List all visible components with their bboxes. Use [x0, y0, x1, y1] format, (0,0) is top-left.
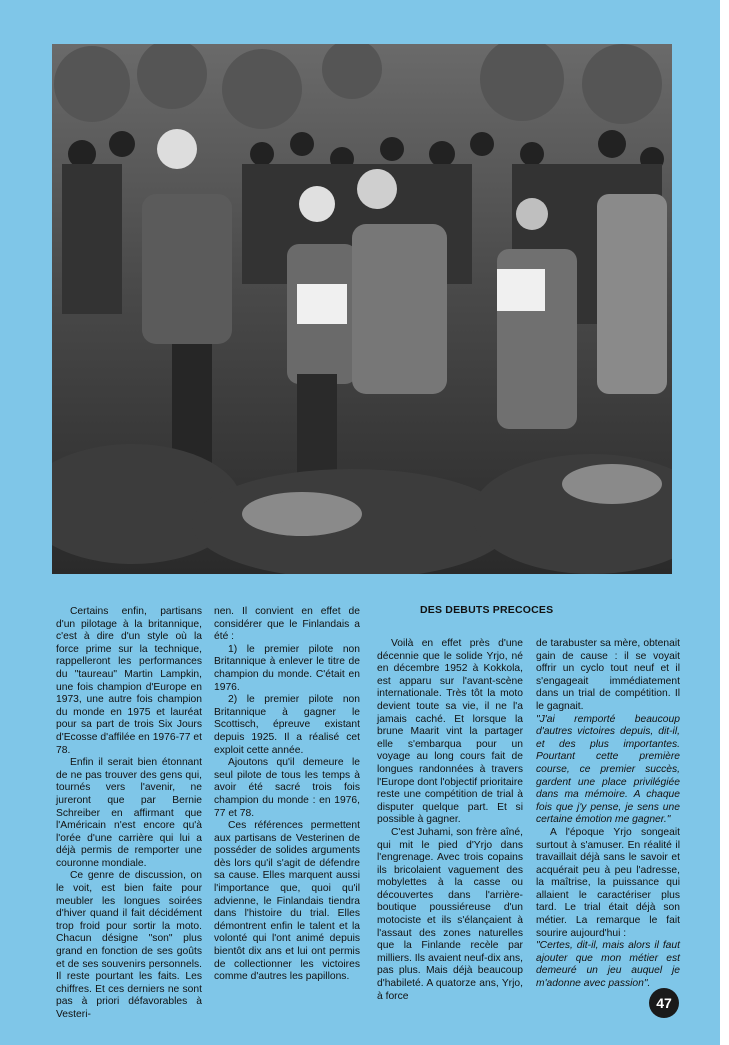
photo-illustration [52, 44, 672, 574]
paragraph: Enfin il serait bien étonnant de ne pas trouver des gens qui, tournés vers l'avenir, ne jureront que par Bernie Schreiber en affirmant que l'Américain n'est encore qu'à l'orée d'une carrière qui lui a déjà permis de remporter une couronne mondiale. [56, 757, 202, 869]
quote: "Certes, dit-il, mais alors il faut ajouter que mon métier est demeuré un jeu auquel je m'adonne avec passion". [536, 940, 680, 990]
paragraph: de tarabuster sa mère, obtenait gain de cause : il se voyait offrir un cyclo tout neuf et il s'engageait immédiatement dans un trial de compétition. Il le gagnait. [536, 638, 680, 712]
section-heading: DES DEBUTS PRECOCES [420, 604, 554, 616]
paragraph: Ajoutons qu'il demeure le seul pilote de tous les temps à avoir été sacré trois fois champion du monde : en 1976, 77 et 78. [214, 757, 360, 819]
paragraph: C'est Juhami, son frère aîné, qui mit le pied d'Yrjo dans l'engrenage. Avec trois copains ils bricolaient vaguement des mobylettes à la casse ou découvertes dans l'arrière-boutique poussiéreuse d'un motociste et ils s'élançaient à l'assaut des zones naturelles que la Finlande recèle par milliers. Ils avaient neuf-dix ans, pas plus. Mais déjà beaucoup d'habileté. A quatorze ans, Yrjo, à force [377, 826, 523, 1002]
article-column-2 [214, 606, 360, 984]
paragraph: Ces références permettent aux partisans de Vesterinen de posséder de solides arguments dès lors qu'il s'agit de défendre sa cause. Elles marquent aussi l'importance que, quoi qu'il advienne, le Finlandais tiendra dans l'histoire du trial. Elles démontrent enfin le talent et la volonté qui l'ont animé depuis bientôt dix ans et lui ont permis de collectionner les victoires comme d'autres les papillons. [214, 820, 360, 983]
list-item: 1) le premier pilote non Britannique à enlever le titre de champion du monde. C'était en 1976. [214, 643, 360, 693]
paragraph: Voilà en effet près d'une décennie que le solide Yrjo, né en décembre 1952 à Kokkola, est apparu sur l'avant-scène internationale. Très tôt la moto devient toute sa vie, il ne l'a jamais caché. Et lorsque la brune Maarit vint la partager elle s'embarqua pour un voyage au long cours fait de longues randonnées à travers l'Europe dont l'objectif prioritaire reste une compétition de trial à disputer quelque part. Et si possible à gagner. [377, 638, 523, 826]
paragraph: A l'époque Yrjo songeait surtout à s'amuser. En réalité il travaillait déjà sans le savoir et acquérait peu à peu l'adresse, la maîtrise, la puissance qui allaient le caractériser plus tard. Le trial était déjà son métier. La remarque le fait sourire aujourd'hui : [536, 826, 680, 939]
article-column-1 [56, 606, 202, 1022]
list-item: 2) le premier pilote non Britannique à gagner le Scottisch, épreuve existant depuis 1925. Il a réalisé cet exploit cette année. [214, 694, 360, 756]
article-column-4 [536, 638, 680, 991]
page-number: 47 [649, 988, 679, 1018]
trial-riders-photo [52, 44, 672, 574]
paragraph: Certains enfin, partisans d'un pilotage à la britannique, c'est à dire d'un style où la force prime sur la technique, rappelleront les performances du "taureau" Martin Lampkin, une fois champion d'Europe en 1973, une autre fois champion du monde en 1975 et lauréat pour sa part de trois Six Jours d'Ecosse d'affilée en 1976-77 et 78. [56, 606, 202, 756]
quote: "J'ai remporté beaucoup d'autres victoires depuis, dit-il, et des plus importantes. Pourtant cette première course, ce premier succès, gardent une place privilégiée dans ma mémoire. A chaque fois que j'y pense, je sens une certaine émotion me gagner." [536, 713, 680, 826]
article-column-3 [377, 638, 523, 1003]
paragraph: Ce genre de discussion, on le voit, est bien faite pour meubler les longues soirées d'hiver quand il fait décidément trop froid pour sortir la moto. Chacun désigne "son" plus grand en fonction de ses goûts et de ses souvenirs personnels. Il reste pourtant les faits. Les chiffres. Et ces derniers ne sont pas à priori défavorables à Vesteri- [56, 870, 202, 1020]
paragraph: nen. Il convient en effet de considérer que le Finlandais a été : [214, 606, 360, 643]
